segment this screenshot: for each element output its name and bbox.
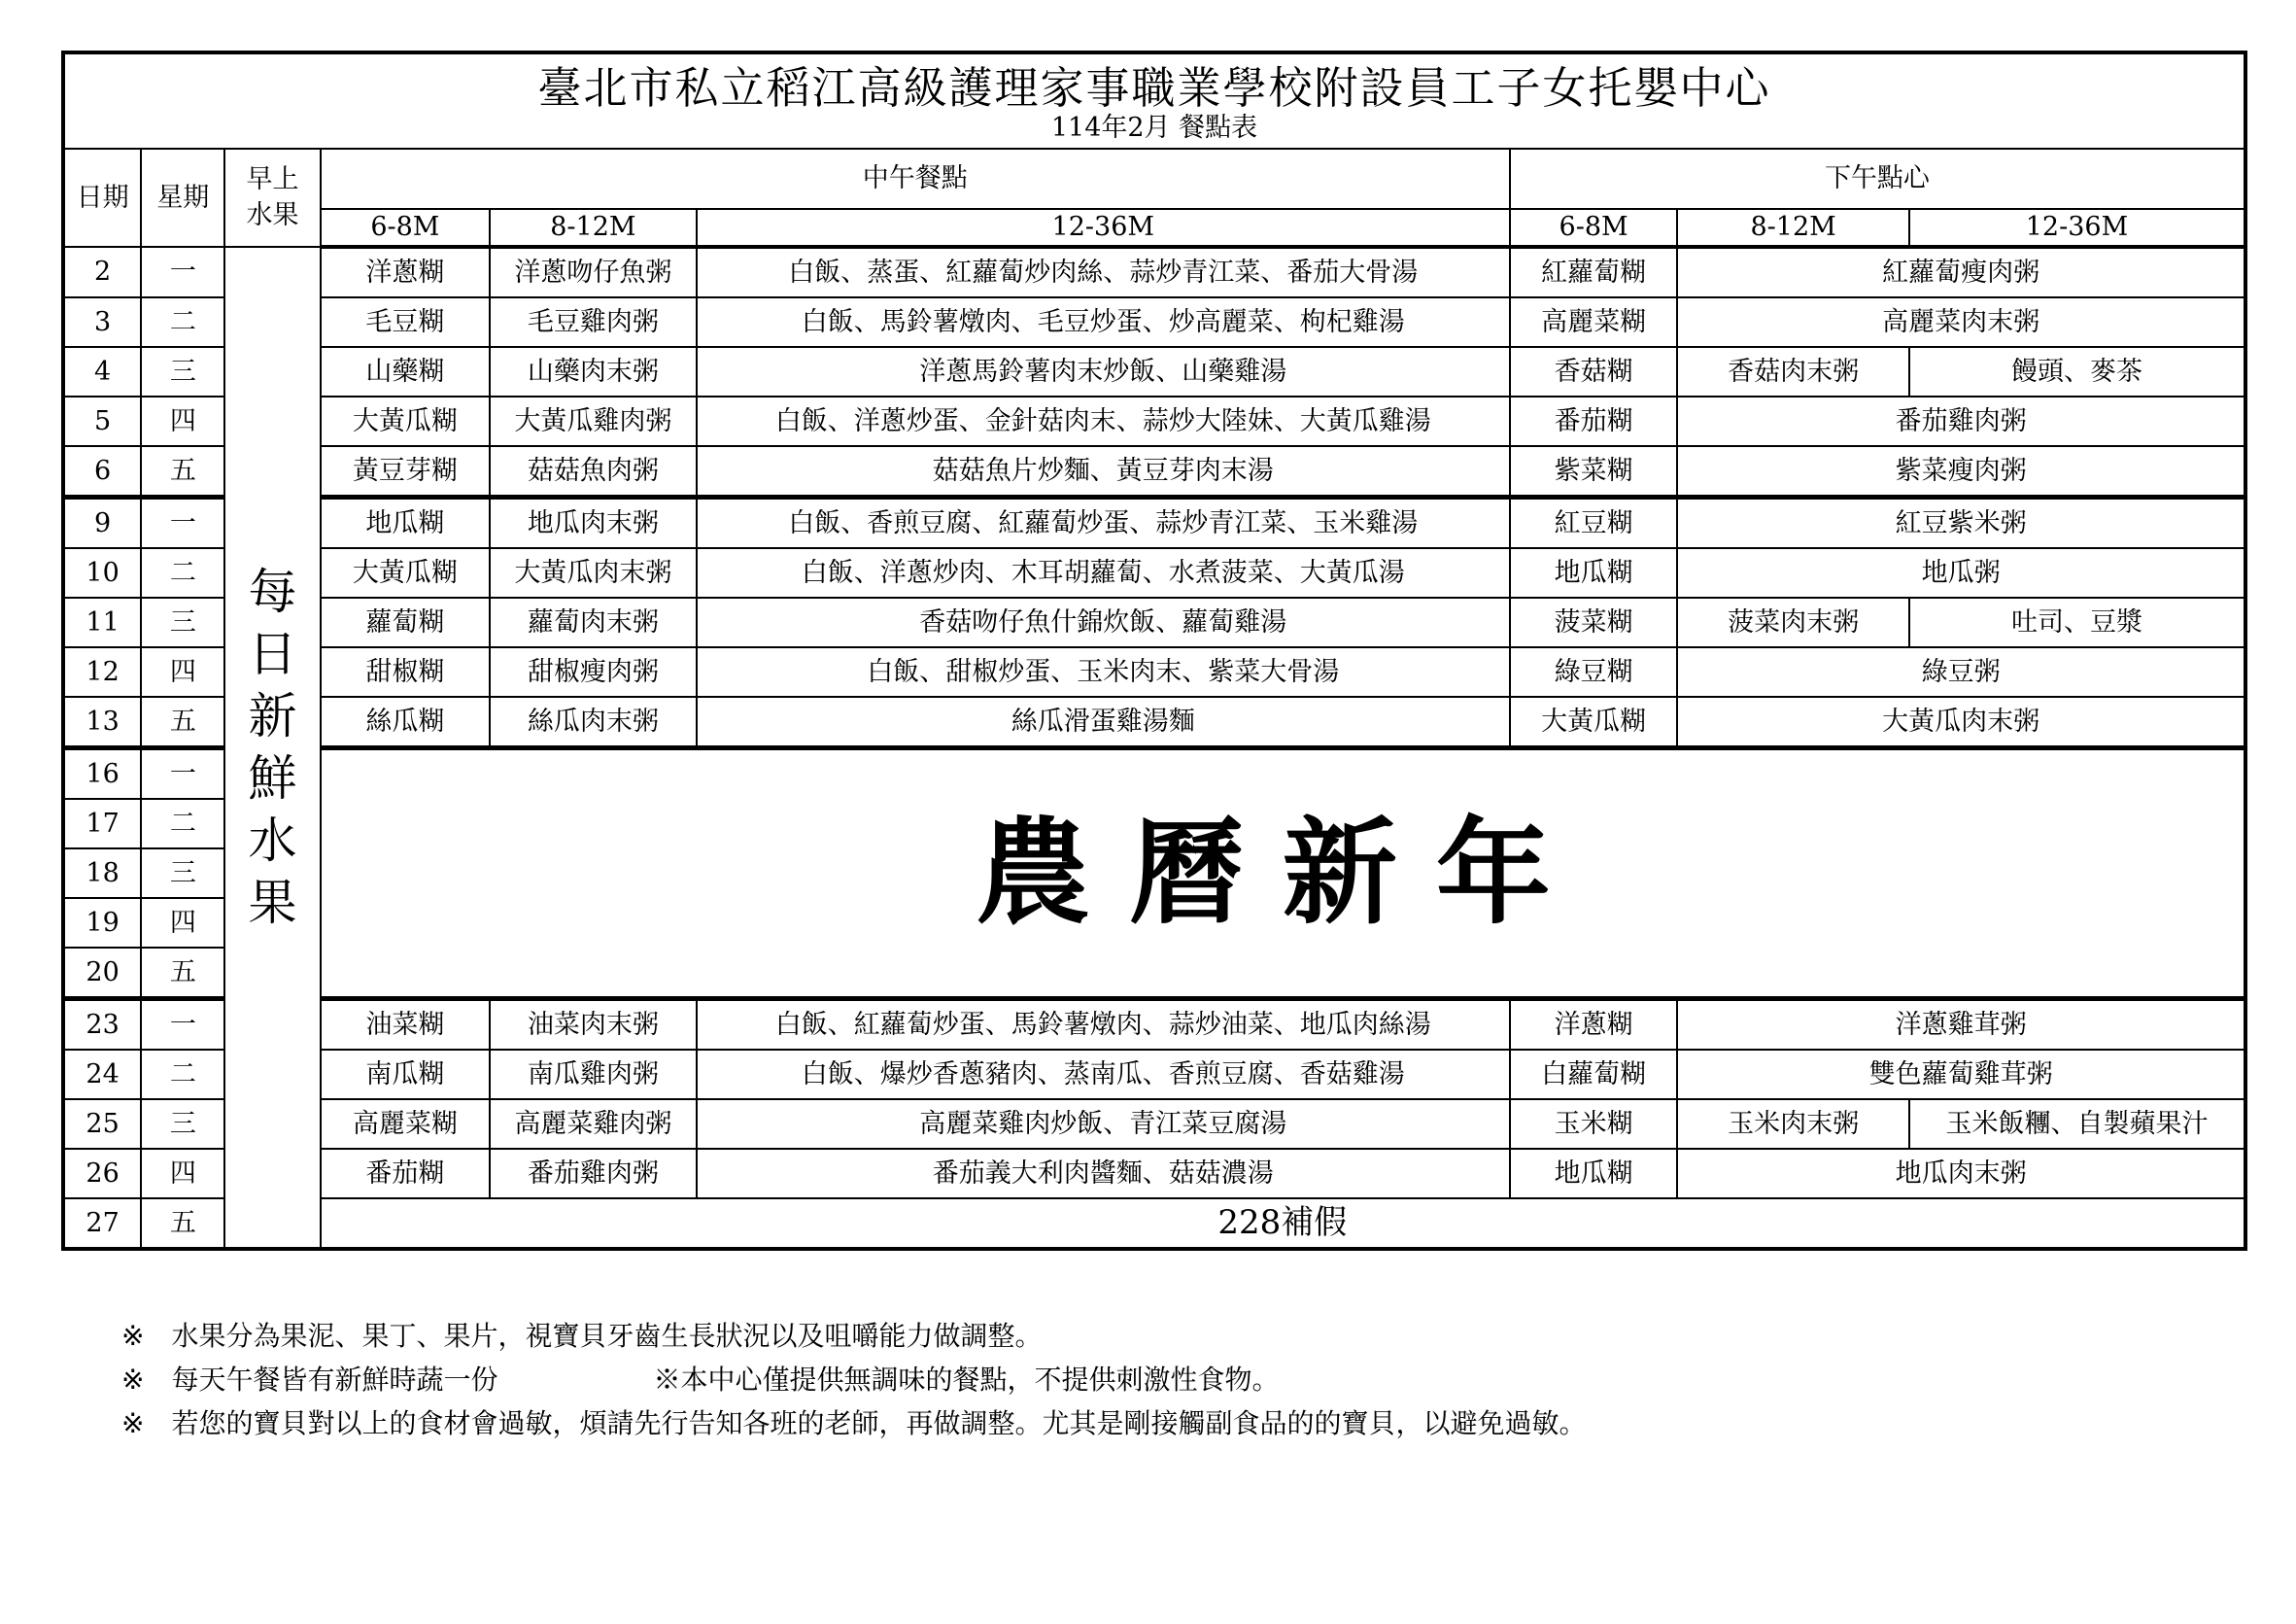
weekday-cell: 四: [141, 397, 224, 446]
note-1-text: 水果分為果泥、果丁、果片，視寶貝牙齒生長狀況以及咀嚼能力做調整。: [171, 1320, 1043, 1352]
table-row: [63, 748, 2245, 800]
snack-6-8m-cell: 大黃瓜糊: [1510, 697, 1677, 748]
table-row: [63, 1149, 2245, 1198]
snack-6-8m-cell: 番茄糊: [1510, 397, 1677, 446]
lunch-8-12m-cell: 高麗菜雞肉粥: [490, 1099, 697, 1149]
header-morning-fruit-line2: 水果: [246, 199, 299, 230]
header-lunch-8-12m: 8-12M: [490, 209, 697, 247]
snack-6-8m-cell: 紫菜糊: [1510, 446, 1677, 498]
snack-8-36m-cell: 地瓜粥: [1677, 548, 2245, 598]
header-weekday: 星期: [141, 149, 224, 247]
snack-8-36m-cell: 綠豆粥: [1677, 647, 2245, 697]
table-row: [63, 347, 2245, 397]
lunch-8-12m-cell: 油菜肉末粥: [490, 999, 697, 1051]
date-cell: 27: [63, 1198, 141, 1249]
holiday-228-cell: [321, 1198, 2245, 1249]
weekday-cell: 三: [141, 1099, 224, 1149]
snack-8-12m-cell: 香菇肉末粥: [1677, 347, 1909, 397]
snack-8-36m-cell: 紫菜瘦肉粥: [1677, 446, 2245, 498]
lunch-6-8m-cell: 大黃瓜糊: [321, 397, 490, 446]
lunch-8-12m-cell: 毛豆雞肉粥: [490, 297, 697, 347]
lunch-12-36m-cell: 高麗菜雞肉炒飯、青江菜豆腐湯: [697, 1099, 1510, 1149]
lunch-8-12m-cell: 絲瓜肉末粥: [490, 697, 697, 748]
date-cell: 18: [63, 848, 141, 898]
page-subtitle: 114年2月 餐點表: [1050, 113, 1258, 144]
lunar-new-year-text: 農曆新年: [975, 805, 1590, 940]
page-title: 臺北市私立稻江高級護理家事職業學校附設員工子女托嬰中心: [537, 62, 1771, 115]
lunch-12-36m-cell: 白飯、洋蔥炒肉、木耳胡蘿蔔、水煮菠菜、大黃瓜湯: [697, 548, 1510, 598]
table-row: [63, 1099, 2245, 1149]
snack-6-8m-cell: 地瓜糊: [1510, 548, 1677, 598]
date-cell: 26: [63, 1149, 141, 1198]
lunch-6-8m-cell: 黃豆芽糊: [321, 446, 490, 498]
header-snack-12-36m: 12-36M: [1909, 209, 2245, 247]
snack-8-36m-cell: 番茄雞肉粥: [1677, 397, 2245, 446]
weekday-cell: 一: [141, 247, 224, 297]
snack-8-12m-cell: 玉米肉末粥: [1677, 1099, 1909, 1149]
header-lunch-6-8m: 6-8M: [321, 209, 490, 247]
snack-8-36m-cell: 雙色蘿蔔雞茸粥: [1677, 1050, 2245, 1099]
title-cell: [63, 52, 2245, 149]
snack-6-8m-cell: 菠菜糊: [1510, 598, 1677, 647]
snack-6-8m-cell: 紅豆糊: [1510, 498, 1677, 549]
lunch-8-12m-cell: 甜椒瘦肉粥: [490, 647, 697, 697]
lunch-12-36m-cell: 番茄義大利肉醬麵、菇菇濃湯: [697, 1149, 1510, 1198]
table-row: [63, 999, 2245, 1051]
note-2b-text: ※本中心僅提供無調味的餐點，不提供刺激性食物。: [653, 1364, 1280, 1396]
lunch-12-36m-cell: 白飯、馬鈴薯燉肉、毛豆炒蛋、炒高麗菜、枸杞雞湯: [697, 297, 1510, 347]
weekday-cell: 五: [141, 948, 224, 999]
header-date: 日期: [63, 149, 141, 247]
date-cell: 5: [63, 397, 141, 446]
weekday-cell: 五: [141, 1198, 224, 1249]
date-cell: 13: [63, 697, 141, 748]
snack-6-8m-cell: 綠豆糊: [1510, 647, 1677, 697]
date-cell: 12: [63, 647, 141, 697]
lunch-6-8m-cell: 高麗菜糊: [321, 1099, 490, 1149]
lunch-6-8m-cell: 油菜糊: [321, 999, 490, 1051]
lunch-12-36m-cell: 白飯、蒸蛋、紅蘿蔔炒肉絲、蒜炒青江菜、番茄大骨湯: [697, 247, 1510, 297]
snack-6-8m-cell: 白蘿蔔糊: [1510, 1050, 1677, 1099]
lunch-12-36m-cell: 洋蔥馬鈴薯肉末炒飯、山藥雞湯: [697, 347, 1510, 397]
lunch-6-8m-cell: 洋蔥糊: [321, 247, 490, 297]
weekday-cell: 二: [141, 548, 224, 598]
weekday-cell: 二: [141, 297, 224, 347]
date-cell: 11: [63, 598, 141, 647]
table-row: [63, 1198, 2245, 1249]
date-cell: 9: [63, 498, 141, 549]
header-snack: 下午點心: [1510, 149, 2245, 209]
header-lunch-12-36m: 12-36M: [697, 209, 1510, 247]
date-cell: 20: [63, 948, 141, 999]
date-cell: 10: [63, 548, 141, 598]
snack-8-36m-cell: 洋蔥雞茸粥: [1677, 999, 2245, 1051]
note-1: [121, 1314, 1586, 1358]
weekday-cell: 四: [141, 898, 224, 948]
weekday-cell: 二: [141, 799, 224, 848]
header-morning-fruit: [224, 149, 320, 247]
snack-6-8m-cell: 玉米糊: [1510, 1099, 1677, 1149]
lunch-6-8m-cell: 大黃瓜糊: [321, 548, 490, 598]
snack-8-12m-cell: 菠菜肉末粥: [1677, 598, 1909, 647]
header-snack-6-8m: 6-8M: [1510, 209, 1677, 247]
table-row: [63, 1050, 2245, 1099]
weekday-cell: 五: [141, 446, 224, 498]
weekday-cell: 三: [141, 598, 224, 647]
header-lunch: 中午餐點: [321, 149, 1510, 209]
lunch-12-36m-cell: 白飯、爆炒香蔥豬肉、蒸南瓜、香煎豆腐、香菇雞湯: [697, 1050, 1510, 1099]
fruit-label: 每日新鮮水果: [248, 564, 297, 931]
note-mark: ※: [121, 1407, 145, 1439]
snack-8-36m-cell: 大黃瓜肉末粥: [1677, 697, 2245, 748]
snack-8-36m-cell: 紅蘿蔔瘦肉粥: [1677, 247, 2245, 297]
lunch-12-36m-cell: 菇菇魚片炒麵、黃豆芽肉末湯: [697, 446, 1510, 498]
date-cell: 3: [63, 297, 141, 347]
snack-6-8m-cell: 地瓜糊: [1510, 1149, 1677, 1198]
snack-6-8m-cell: 香菇糊: [1510, 347, 1677, 397]
table-row: [63, 647, 2245, 697]
note-3-text: 若您的寶貝對以上的食材會過敏，煩請先行告知各班的老師，再做調整。尤其是剛接觸副食品的的寶貝，以避免過敏。: [171, 1407, 1587, 1439]
header-morning-fruit-line1: 早上: [246, 164, 299, 195]
header-snack-8-12m: 8-12M: [1677, 209, 1909, 247]
weekday-cell: 三: [141, 848, 224, 898]
date-cell: 25: [63, 1099, 141, 1149]
lunch-12-36m-cell: 白飯、紅蘿蔔炒蛋、馬鈴薯燉肉、蒜炒油菜、地瓜肉絲湯: [697, 999, 1510, 1051]
snack-8-36m-cell: 地瓜肉末粥: [1677, 1149, 2245, 1198]
snack-12-36m-cell: 饅頭、麥茶: [1909, 347, 2245, 397]
lunch-12-36m-cell: 白飯、洋蔥炒蛋、金針菇肉末、蒜炒大陸妹、大黃瓜雞湯: [697, 397, 1510, 446]
table-row: [63, 297, 2245, 347]
lunch-8-12m-cell: 大黃瓜雞肉粥: [490, 397, 697, 446]
lunch-8-12m-cell: 大黃瓜肉末粥: [490, 548, 697, 598]
snack-8-36m-cell: 高麗菜肉末粥: [1677, 297, 2245, 347]
lunch-12-36m-cell: 絲瓜滑蛋雞湯麵: [697, 697, 1510, 748]
date-cell: 6: [63, 446, 141, 498]
lunch-12-36m-cell: 白飯、甜椒炒蛋、玉米肉末、紫菜大骨湯: [697, 647, 1510, 697]
table-row: [63, 397, 2245, 446]
table-row: [63, 498, 2245, 549]
date-cell: 2: [63, 247, 141, 297]
lunch-6-8m-cell: 蘿蔔糊: [321, 598, 490, 647]
date-cell: 24: [63, 1050, 141, 1099]
lunch-6-8m-cell: 毛豆糊: [321, 297, 490, 347]
lunch-8-12m-cell: 番茄雞肉粥: [490, 1149, 697, 1198]
date-cell: 16: [63, 748, 141, 800]
snack-6-8m-cell: 高麗菜糊: [1510, 297, 1677, 347]
snack-6-8m-cell: 洋蔥糊: [1510, 999, 1677, 1051]
date-cell: 19: [63, 898, 141, 948]
lunch-6-8m-cell: 番茄糊: [321, 1149, 490, 1198]
menu-sheet: [61, 51, 2247, 1251]
lunch-8-12m-cell: 菇菇魚肉粥: [490, 446, 697, 498]
notes: [121, 1314, 1586, 1445]
snack-12-36m-cell: 玉米飯糰、自製蘋果汁: [1909, 1099, 2245, 1149]
date-cell: 17: [63, 799, 141, 848]
lunch-6-8m-cell: 地瓜糊: [321, 498, 490, 549]
table-row: [63, 446, 2245, 498]
menu-table: [61, 51, 2247, 1251]
snack-8-36m-cell: 紅豆紫米粥: [1677, 498, 2245, 549]
lunch-6-8m-cell: 山藥糊: [321, 347, 490, 397]
lunch-8-12m-cell: 山藥肉末粥: [490, 347, 697, 397]
lunch-12-36m-cell: 白飯、香煎豆腐、紅蘿蔔炒蛋、蒜炒青江菜、玉米雞湯: [697, 498, 1510, 549]
table-row: [63, 247, 2245, 297]
note-3: [121, 1401, 1586, 1445]
weekday-cell: 三: [141, 347, 224, 397]
lunch-8-12m-cell: 南瓜雞肉粥: [490, 1050, 697, 1099]
table-row: [63, 697, 2245, 748]
weekday-cell: 四: [141, 1149, 224, 1198]
fruit-cell: [224, 247, 320, 1249]
weekday-cell: 二: [141, 1050, 224, 1099]
lunch-8-12m-cell: 蘿蔔肉末粥: [490, 598, 697, 647]
weekday-cell: 一: [141, 999, 224, 1051]
lunch-8-12m-cell: 地瓜肉末粥: [490, 498, 697, 549]
holiday-228-text: 228補假: [1217, 1202, 1348, 1242]
date-cell: 23: [63, 999, 141, 1051]
weekday-cell: 四: [141, 647, 224, 697]
lunch-8-12m-cell: 洋蔥吻仔魚粥: [490, 247, 697, 297]
snack-12-36m-cell: 吐司、豆漿: [1909, 598, 2245, 647]
weekday-cell: 一: [141, 748, 224, 800]
note-mark: ※: [121, 1364, 145, 1396]
lunch-6-8m-cell: 絲瓜糊: [321, 697, 490, 748]
note-mark: ※: [121, 1320, 145, 1352]
table-row: [63, 598, 2245, 647]
lunar-new-year-cell: [321, 748, 2245, 999]
note-2a-text: 每天午餐皆有新鮮時蔬一份: [171, 1364, 498, 1396]
lunch-12-36m-cell: 香菇吻仔魚什錦炊飯、蘿蔔雞湯: [697, 598, 1510, 647]
weekday-cell: 五: [141, 697, 224, 748]
weekday-cell: 一: [141, 498, 224, 549]
snack-6-8m-cell: 紅蘿蔔糊: [1510, 247, 1677, 297]
lunch-6-8m-cell: 甜椒糊: [321, 647, 490, 697]
table-row: [63, 548, 2245, 598]
note-2: [121, 1358, 1586, 1401]
lunch-6-8m-cell: 南瓜糊: [321, 1050, 490, 1099]
date-cell: 4: [63, 347, 141, 397]
